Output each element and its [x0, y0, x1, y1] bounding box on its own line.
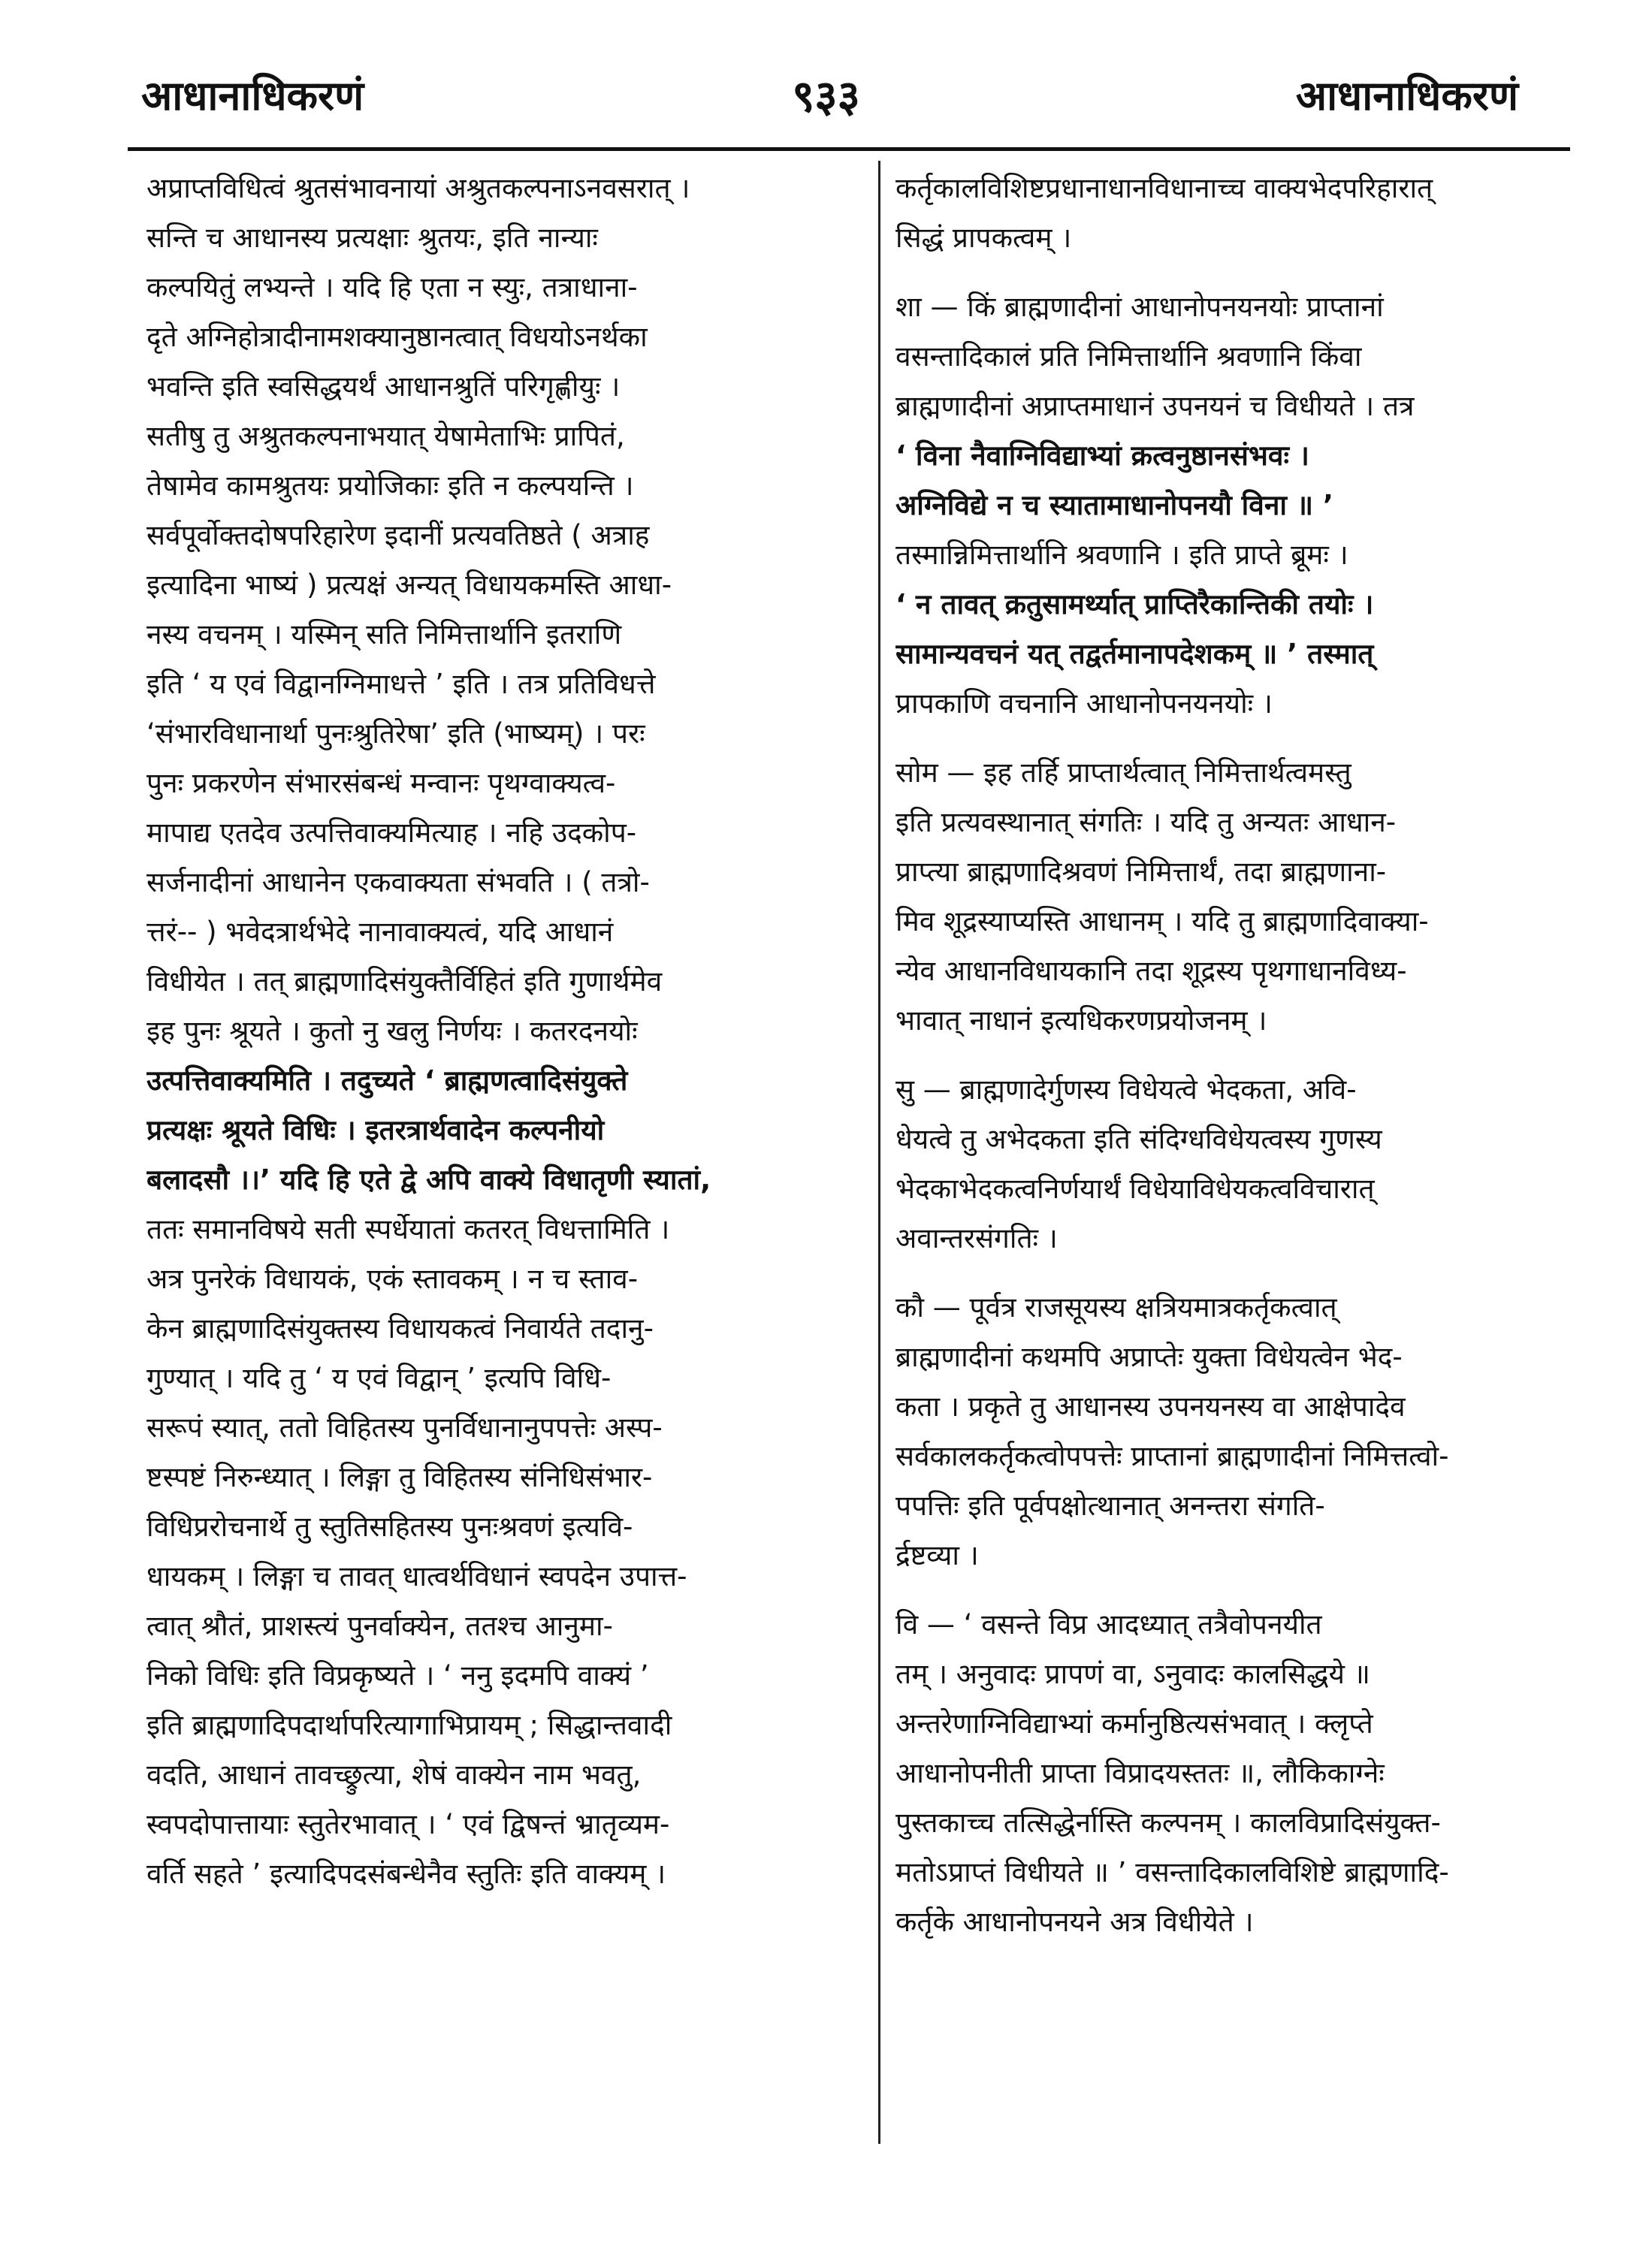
text-line: कर्तृकालविशिष्टप्रधानाधानविधानाच्च वाक्यभेदपरिहारात् — [895, 172, 1433, 204]
text-line: सामान्यवचनं यत् तद्वर्तमानापदेशकम् ॥ ’ तस्मात् — [895, 638, 1374, 670]
text-line: सर्वपूर्वोक्तदोषपरिहारेण इदानीं प्रत्यवतिष्ठते ( अत्राह — [146, 519, 650, 551]
text-line: गुण्यात् । यदि तु ‘ य एवं विद्वान् ’ इत्यपि विधि- — [146, 1362, 612, 1394]
paragraph-vi — [895, 1600, 1572, 1947]
text-line: वर्ति सहते ’ इत्यादिपदसंबन्धेनैव स्तुतिः इति वाक्यम् । — [146, 1858, 666, 1890]
text-line: मतोऽप्राप्तं विधीयते ॥ ’ वसन्तादिकालविशिष्टे ब्राह्मणादि- — [895, 1856, 1449, 1888]
text-line: वदति, आधानं तावच्छ्रुत्या, शेषं वाक्येन नाम भवतु, — [146, 1758, 642, 1791]
text-line: वसन्तादिकालं प्रति निमित्तार्थानि श्रवणानि किंवा — [895, 340, 1362, 373]
text-line: केन ब्राह्मणादिसंयुक्तस्य विधायकत्वं निवार्यते तदानु- — [146, 1312, 654, 1345]
header-rule — [128, 147, 1570, 151]
text-line: त्वात् श्रौतं, प्राशस्त्यं पुनर्वाक्येन, ततश्च आनुमा- — [146, 1610, 613, 1642]
text-line: भेदकाभेदकत्वनिर्णयार्थं विधेयाविधेयकत्वविचारात् — [895, 1173, 1375, 1205]
text-line: मापाद्य एतदेव उत्पत्तिवाक्यमित्याह । नहि उदकोप- — [146, 817, 637, 849]
text-line: सर्वकालकर्तृकत्वोपपत्तेः प्राप्तानां ब्राह्मणादीनां निमित्तत्वो- — [895, 1440, 1449, 1472]
running-title-left: आधानाधिकरणं — [141, 72, 364, 119]
text-line: ‘ विना नैवाग्निविद्याभ्यां क्रत्वनुष्ठानसंभवः । — [895, 439, 1309, 472]
paragraph-soma — [895, 748, 1572, 1046]
text-line: मिव शूद्रस्याप्यस्ति आधानम् । यदि तु ब्राह्मणादिवाक्या- — [895, 905, 1429, 937]
text-line: तस्मान्निमित्तार्थानि श्रवणानि । इति प्राप्ते ब्रूमः । — [895, 539, 1348, 571]
text-line: वि — ‘ वसन्ते विप्र आदध्यात् तत्रैवोपनयीत — [895, 1608, 1322, 1641]
text-line: उत्पत्तिवाक्यमिति । तदुच्यते ‘ ब्राह्मणत्वादिसंयुक्ते — [146, 1064, 628, 1097]
text-line: सर्जनादीनां आधानेन एकवाक्यता संभवति । ( तत्रो- — [146, 866, 650, 898]
text-line: ‘संभारविधानार्था पुनःश्रुतिरेषा’ इति (भाष्यम्) । परः — [146, 717, 645, 750]
left-column — [146, 164, 866, 2162]
text-line: ततः समानविषये सती स्पर्धेयातां कतरत् विधत्तामिति । — [146, 1213, 670, 1245]
text-line: इति ‘ य एवं विद्वानग्निमाधत्ते ’ इति । तत्र प्रतिविधत्ते — [146, 668, 656, 700]
text-line: सतीषु तु अश्रुतकल्पनाभयात् येषामेताभिः प्रापितं, — [146, 420, 625, 452]
text-line: प्रापकाणि वचनानि आधानोपनयनयोः । — [895, 687, 1273, 720]
paragraph-kau — [895, 1283, 1572, 1580]
text-line: भावात् नाधानं इत्यधिकरणप्रयोजनम् । — [895, 1004, 1267, 1037]
text-line: र्द्रष्टव्या । — [895, 1539, 979, 1571]
text-line: अत्र पुनरेकं विधायकं, एकं स्तावकम् । न च स्ताव- — [146, 1263, 639, 1295]
text-line: अप्राप्तविधित्वं श्रुतसंभावनायां अश्रुतकल्पनाऽनवसरात् । — [146, 172, 690, 204]
paragraph-su — [895, 1065, 1572, 1263]
running-title-right: आधानाधिकरणं — [1295, 72, 1518, 119]
text-line: इति प्रत्यवस्थानात् संगतिः । यदि तु अन्यतः आधान- — [895, 806, 1397, 838]
text-line: पुनः प्रकरणेन संभारसंबन्धं मन्वानः पृथग्वाक्यत्व- — [146, 767, 616, 799]
page-number: ९३३ — [792, 71, 860, 122]
text-line: सिद्धं प्रापकत्वम् । — [895, 222, 1072, 254]
text-line: धायकम् । लिङ्गा च तावत् धात्वर्थविधानं स्वपदेन उपात्त- — [146, 1560, 687, 1592]
page-header — [0, 0, 1652, 158]
text-line: बलादसौ ।।’ यदि हि एते द्वे अपि वाक्ये विधातृणी स्यातां, — [146, 1164, 711, 1196]
text-line: कता । प्रकृते तु आधानस्य उपनयनस्य वा आक्षेपादेव — [895, 1390, 1406, 1423]
text-line: स्वपदोपात्तायाः स्तुतेरभावात् । ‘ एवं द्विषन्तं भ्रातृव्यम- — [146, 1808, 670, 1840]
text-line: विधिप्ररोचनार्थे तु स्तुतिसहितस्य पुनःश्रवणं इत्यवि- — [146, 1511, 633, 1543]
text-line: सरूपं स्यात्, ततो विहितस्य पुनर्विधानानुपपत्तेः अस्प- — [146, 1411, 663, 1444]
text-line: सु — ब्राह्मणादेर्गुणस्य विधेयत्वे भेदकता, अवि- — [895, 1073, 1357, 1106]
text-line: इह पुनः श्रूयते । कुतो नु खलु निर्णयः । कतरदनयोः — [146, 1015, 638, 1047]
text-line: पुस्तकाच्च तत्सिद्धेर्नास्ति कल्पनम् । कालविप्रादिसंयुक्त- — [895, 1807, 1441, 1839]
right-column — [895, 164, 1572, 2162]
text-line: दृते अग्निहोत्रादीनामशक्यानुष्ठानत्वात् विधयोऽनर्थका — [146, 321, 648, 353]
text-line: ब्राह्मणादीनां अप्राप्तमाधानं उपनयनं च विधीयते । तत्र — [895, 390, 1415, 422]
text-line: कर्तृके आधानोपनयने अत्र विधीयेते । — [895, 1906, 1254, 1938]
text-line: अन्तरेणाग्निविद्याभ्यां कर्मानुष्ठित्यसंभवात् । क्लृप्ते — [895, 1707, 1373, 1740]
text-line: पपत्तिः इति पूर्वपक्षोत्थानात् अनन्तरा संगति- — [895, 1490, 1325, 1522]
text-line: सन्ति च आधानस्य प्रत्यक्षाः श्रुतयः, इति नान्याः — [146, 222, 598, 254]
text-line: भवन्ति इति स्वसिद्धयर्थं आधानश्रुतिं परिगृह्णीयुः । — [146, 370, 621, 403]
text-line: धेयत्वे तु अभेदकता इति संदिग्धविधेयत्वस्य गुणस्य — [895, 1123, 1382, 1155]
column-divider — [878, 161, 880, 2144]
text-line: तम् । अनुवादः प्रापणं वा, ऽनुवादः कालसिद्धये ॥ — [895, 1658, 1370, 1690]
text-line: ष्टस्पष्टं निरुन्ध्यात् । लिङ्गा तु विहितस्य संनिधिसंभार- — [146, 1461, 653, 1493]
text-line: अग्निविद्ये न च स्यातामाधानोपनयौ विना ॥ ’ — [895, 489, 1333, 521]
text-line: निको विधिः इति विप्रकृष्यते । ‘ ननु इदमपि वाक्यं ’ — [146, 1659, 649, 1692]
text-line: आधानोपनीती प्राप्ता विप्रादयस्ततः ॥, लौकिकाग्नेः — [895, 1757, 1385, 1789]
text-line: इति ब्राह्मणादिपदार्थापरित्यागाभिप्रायम् ; सिद्धान्तवादी — [146, 1709, 672, 1741]
text-line: तेषामेव कामश्रुतयः प्रयोजिकाः इति न कल्पयन्ति । — [146, 469, 634, 502]
text-line: नस्य वचनम् । यस्मिन् सति निमित्तार्थानि इतराणि — [146, 618, 622, 651]
text-line: शा — किं ब्राह्मणादीनां आधानोपनयनयोः प्राप्तानां — [895, 291, 1384, 323]
paragraph-intro — [895, 164, 1572, 263]
text-line: अवान्तरसंगतिः । — [895, 1222, 1058, 1254]
text-line: इत्यादिना भाष्यं ) प्रत्यक्षं अन्यत् विधायकमस्ति आधा- — [146, 569, 672, 601]
text-line: ‘ न तावत् क्रतुसामर्थ्यात् प्राप्तिरैकान्तिकी तयोः । — [895, 588, 1374, 620]
text-line: कल्पयितुं लभ्यन्ते । यदि हि एता न स्युः, तत्राधाना- — [146, 271, 638, 303]
text-line: न्येव आधानविधायकानि तदा शूद्रस्य पृथगाधानविध्य- — [895, 955, 1407, 987]
text-line: प्रत्यक्षः श्रूयते विधिः । इतरत्रार्थवादेन कल्पनीयो — [146, 1114, 605, 1146]
text-line: कौ — पूर्वत्र राजसूयस्य क्षत्रियमात्रकर्तृकत्वात् — [895, 1291, 1337, 1324]
text-line: प्राप्त्या ब्राह्मणादिश्रवणं निमित्तार्थं, तदा ब्राह्मणाना- — [895, 856, 1387, 888]
text-line: सोम — इह तर्हि प्राप्तार्थत्वात् निमित्तार्थत्वमस्तु — [895, 756, 1351, 789]
text-line: त्तरं-- ) भवेदत्रार्थभेदे नानावाक्यत्वं, यदि आधानं — [146, 916, 614, 948]
text-line: विधीयेत । तत् ब्राह्मणादिसंयुक्तैर्विहितं इति गुणार्थमेव — [146, 965, 663, 998]
text-line: ब्राह्मणादीनां कथमपि अप्राप्तेः युक्ता विधेयत्वेन भेद- — [895, 1341, 1403, 1373]
paragraph-sha — [895, 282, 1572, 729]
